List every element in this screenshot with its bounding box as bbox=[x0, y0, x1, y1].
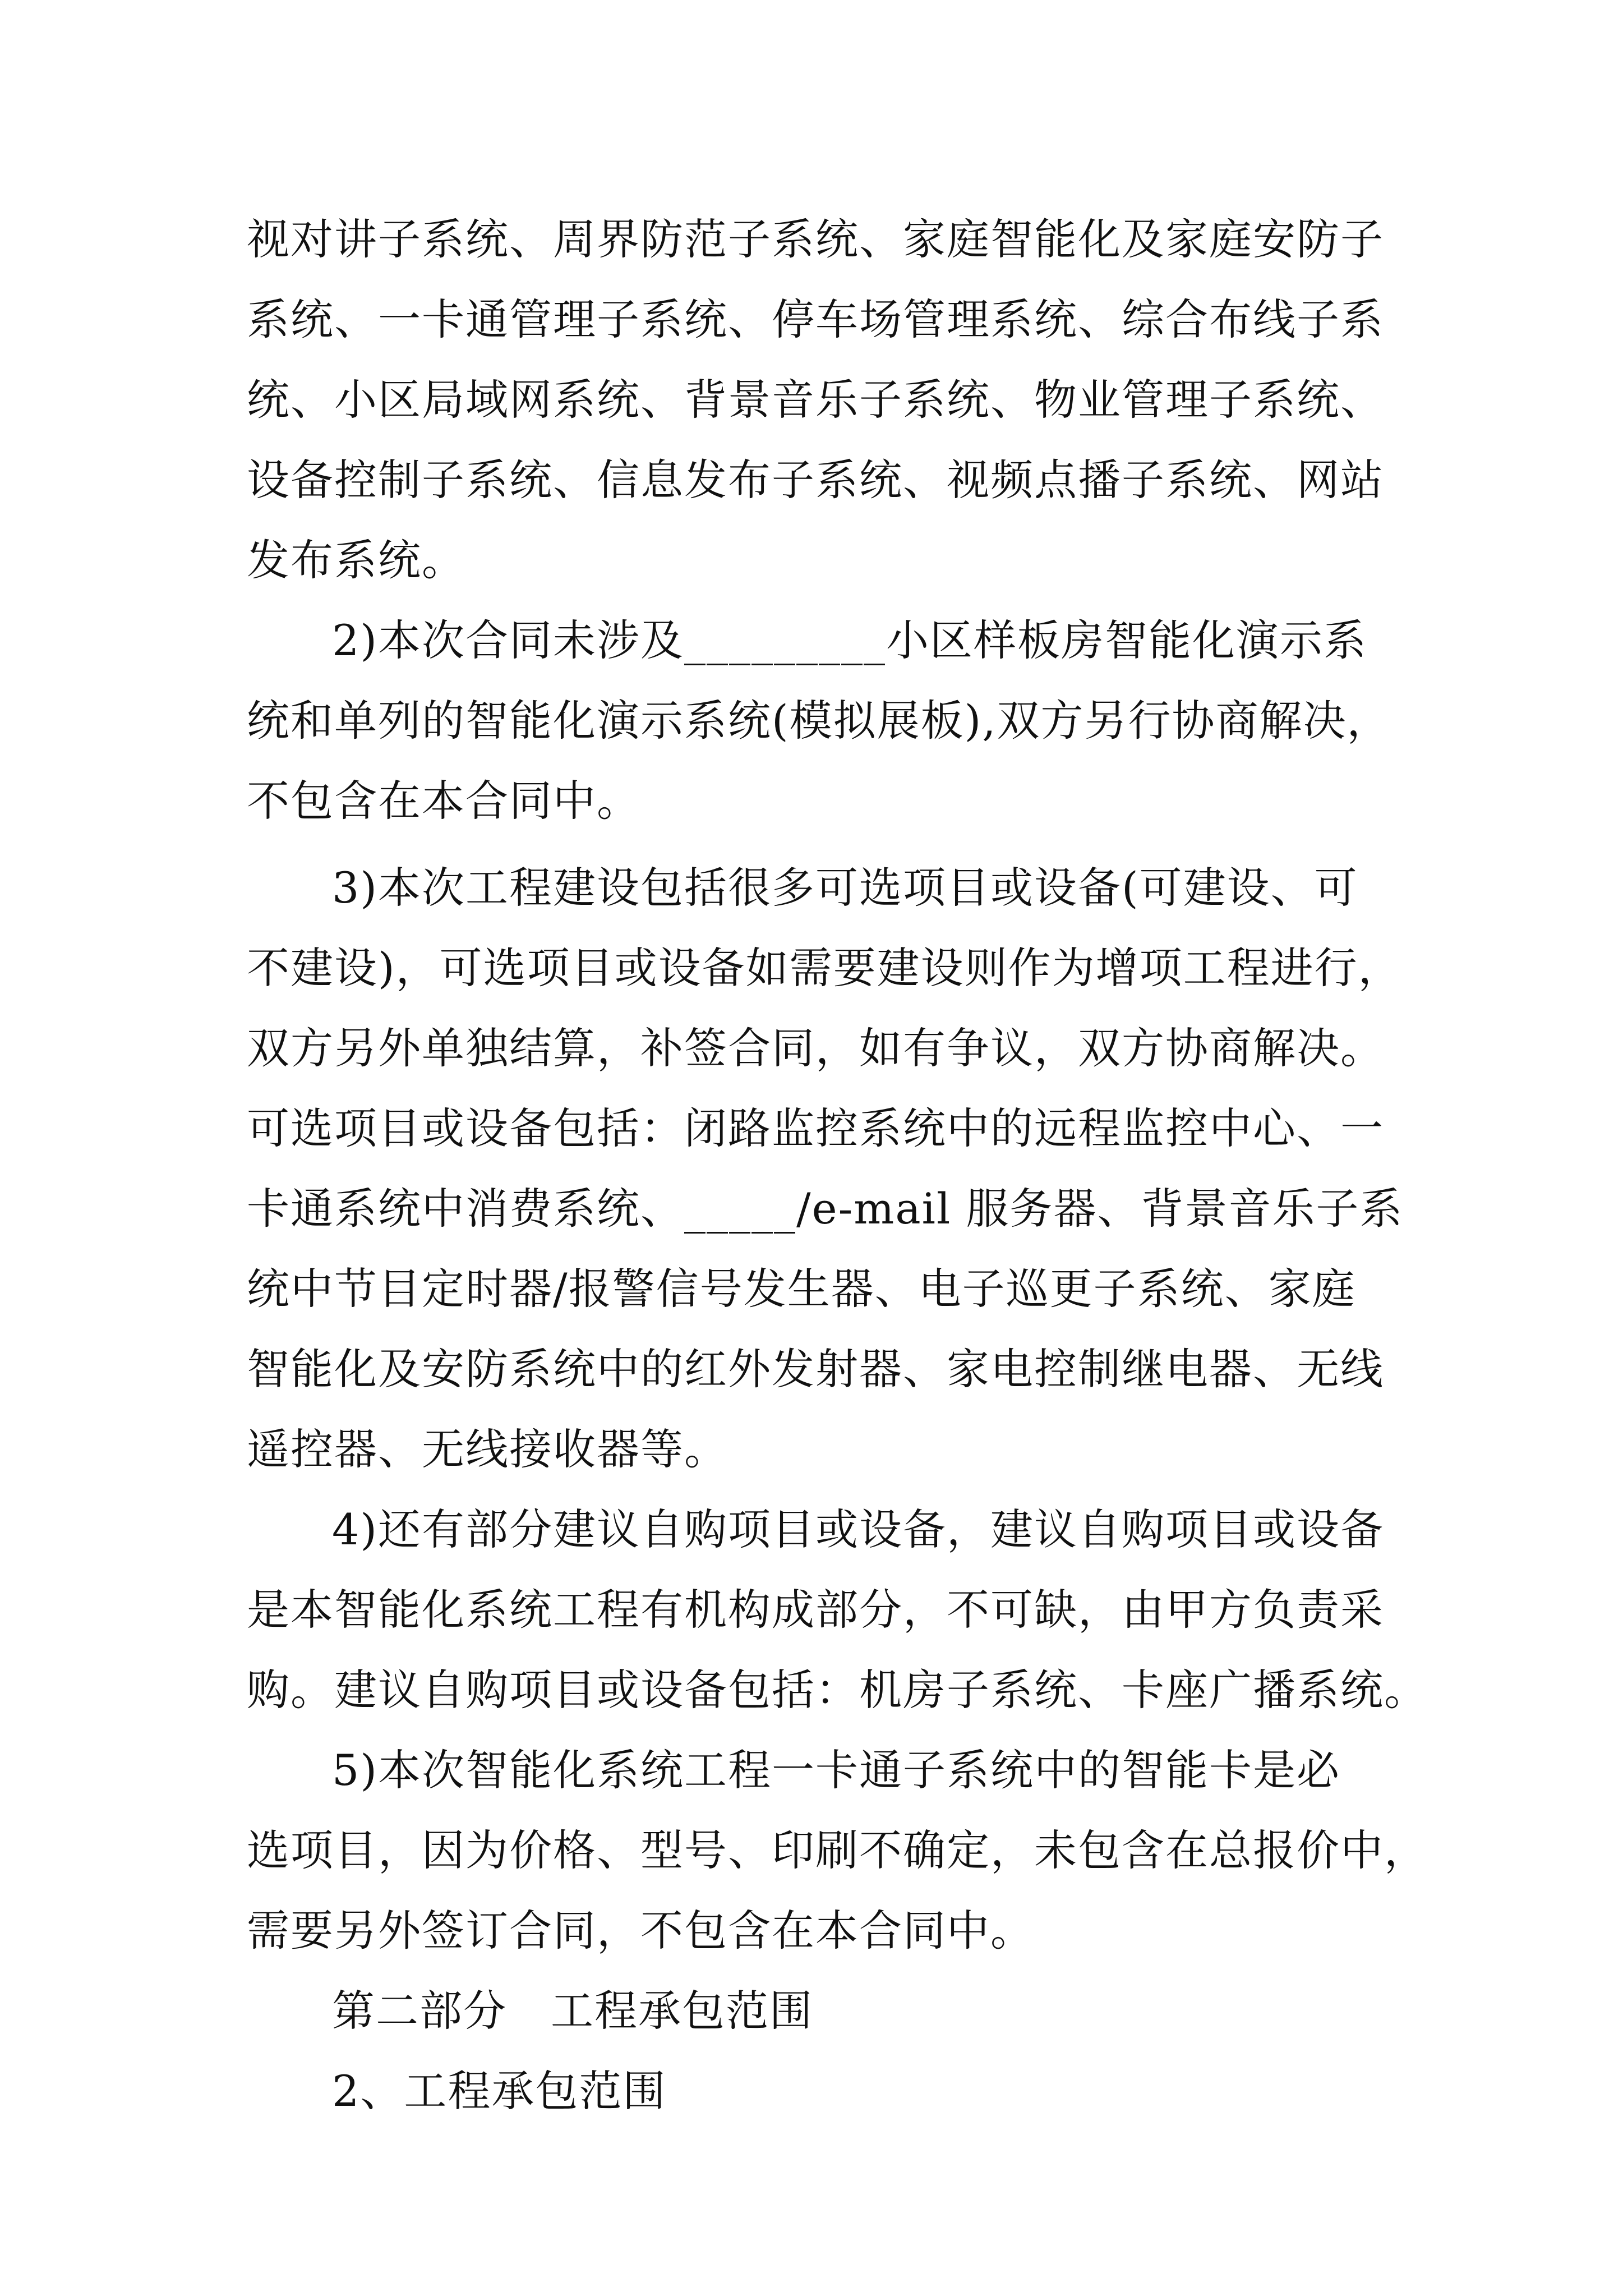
document-body bbox=[247, 199, 1428, 2131]
text-line: 可选项目或设备包括：闭路监控系统中的远程监控中心、一 bbox=[247, 1103, 1384, 1153]
text-line: 设备控制子系统、信息发布子系统、视频点播子系统、网站 bbox=[247, 455, 1384, 505]
text-line: 选项目，因为价格、型号、印刷不确定，未包含在总报价中， bbox=[247, 1825, 1428, 1875]
text-line: 统、小区局域网系统、背景音乐子系统、物业管理子系统、 bbox=[247, 375, 1384, 425]
text-line: 发布系统。 bbox=[247, 535, 465, 585]
text-line: 统和单列的智能化演示系统(模拟展板),双方另行协商解决， bbox=[247, 696, 1391, 746]
paragraph-3-start: 3)本次工程建设包括很多可选项目或设备(可建设、可 bbox=[332, 863, 1358, 913]
paragraph-2-start: 2)本次合同未涉及_________小区样板房智能化演示系 bbox=[332, 615, 1368, 665]
text-line: 遥控器、无线接收器等。 bbox=[247, 1424, 728, 1474]
text-line: 双方另外单独结算，补签合同，如有争议，双方协商解决。 bbox=[247, 1023, 1384, 1073]
text-line: 统中节目定时器/报警信号发生器、电子巡更子系统、家庭 bbox=[247, 1264, 1356, 1314]
text-line: 卡通系统中消费系统、_____/e-mail 服务器、背景音乐子系 bbox=[247, 1184, 1404, 1234]
paragraph-5-start: 5)本次智能化系统工程一卡通子系统中的智能卡是必 bbox=[332, 1745, 1341, 1795]
text-line: 系统、一卡通管理子系统、停车场管理系统、综合布线子系 bbox=[247, 295, 1384, 344]
paragraph-4-start: 4)还有部分建议自购项目或设备，建议自购项目或设备 bbox=[332, 1504, 1385, 1554]
text-line: 是本智能化系统工程有机构成部分，不可缺，由甲方负责采 bbox=[247, 1585, 1384, 1635]
subsection-heading: 2、工程承包范围 bbox=[332, 2066, 667, 2116]
section-heading: 第二部分 工程承包范围 bbox=[332, 1986, 813, 2036]
text-line: 智能化及安防系统中的红外发射器、家电控制继电器、无线 bbox=[247, 1344, 1384, 1394]
text-line: 视对讲子系统、周界防范子系统、家庭智能化及家庭安防子 bbox=[247, 214, 1384, 264]
text-line: 购。建议自购项目或设备包括：机房子系统、卡座广播系统。 bbox=[247, 1665, 1428, 1715]
text-line: 不建设)，可选项目或设备如需要建设则作为增项工程进行， bbox=[247, 943, 1402, 993]
text-line: 不包含在本合同中。 bbox=[247, 776, 640, 826]
text-line: 需要另外签订合同，不包含在本合同中。 bbox=[247, 1906, 1034, 1955]
